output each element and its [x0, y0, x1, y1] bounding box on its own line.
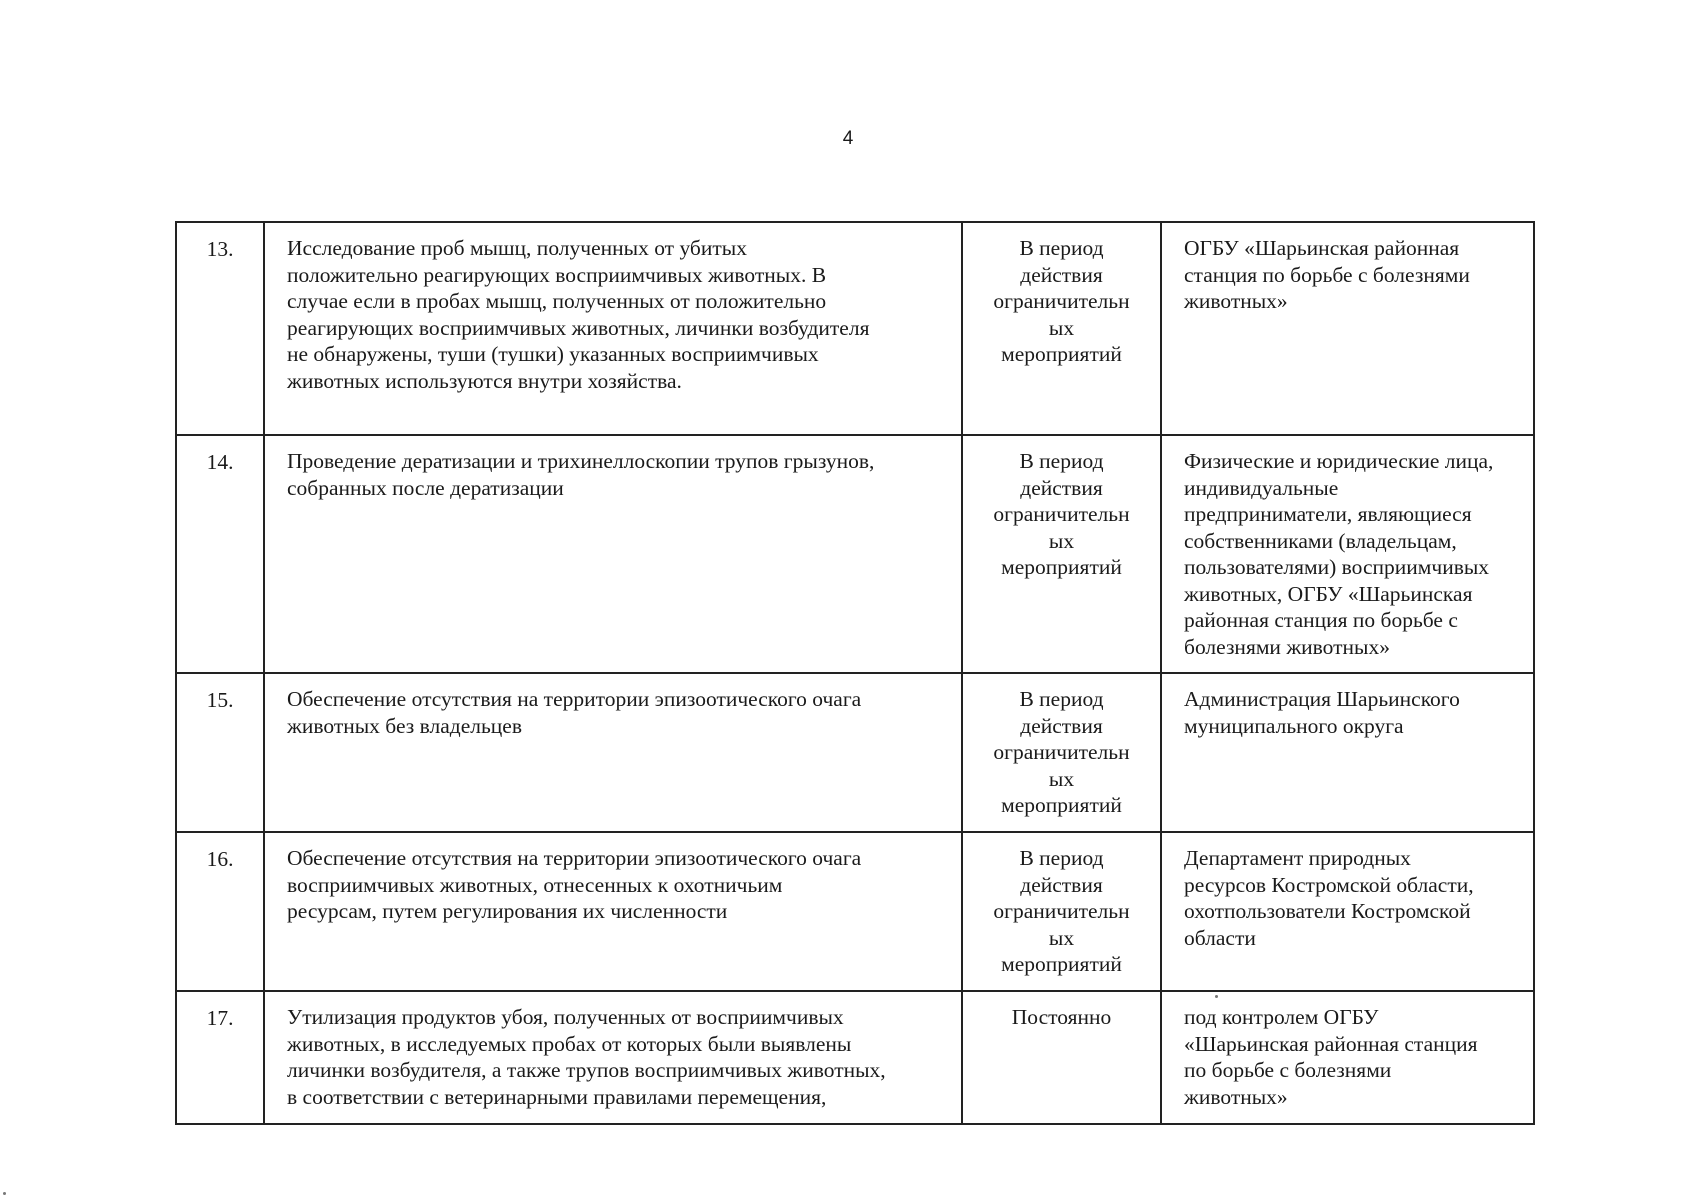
table-row [176, 832, 1534, 991]
responsible-party: под контролем ОГБУ «Шарьинская районная станция по борьбе с болезнями животных» [1161, 991, 1534, 1124]
responsible-party: ОГБУ «Шарьинская районная станция по борьбе с болезнями животных» [1161, 222, 1534, 435]
row-number: 16. [176, 832, 264, 991]
measure-description: Обеспечение отсутствия на территории эпизоотического очага восприимчивых животных, отнесенных к охотничьим ресурсам, путем регулирования их численности [264, 832, 962, 991]
execution-period: В период действия ограничительн ых мероприятий [962, 222, 1161, 435]
row-number: 15. [176, 673, 264, 832]
execution-period: Постоянно [962, 991, 1161, 1124]
execution-period: В период действия ограничительн ых мероприятий [962, 435, 1161, 673]
table-row [176, 991, 1534, 1124]
row-number: 17. [176, 991, 264, 1124]
scan-speck [3, 1192, 6, 1195]
row-number: 14. [176, 435, 264, 673]
execution-period: В период действия ограничительн ых мероприятий [962, 673, 1161, 832]
table-row [176, 673, 1534, 832]
measure-description: Исследование проб мышц, полученных от убитых положительно реагирующих восприимчивых животных. В случае если в пробах мышц, полученных от положительно реагирующих восприимчивых животных, личинки возбудителя не обнаружены, туши (тушки) указанных восприимчивых животных используются внутри хозяйства. [264, 222, 962, 435]
execution-period: В период действия ограничительн ых мероприятий [962, 832, 1161, 991]
measure-description: Обеспечение отсутствия на территории эпизоотического очага животных без владельцев [264, 673, 962, 832]
responsible-party: Администрация Шарьинского муниципального округа [1161, 673, 1534, 832]
table-row [176, 435, 1534, 673]
responsible-party: Физические и юридические лица, индивидуальные предприниматели, являющиеся собственниками (владельцам, пользователями) восприимчивых животных, ОГБУ «Шарьинская районная станция по борьбе с болезнями животных» [1161, 435, 1534, 673]
table-row [176, 222, 1534, 435]
scan-speck [1215, 995, 1218, 998]
measure-description: Проведение дератизации и трихинеллоскопии трупов грызунов, собранных после дератизации [264, 435, 962, 673]
measures-table [175, 221, 1535, 1125]
page-number: 4 [842, 128, 854, 149]
row-number: 13. [176, 222, 264, 435]
measure-description: Утилизация продуктов убоя, полученных от восприимчивых животных, в исследуемых пробах от которых были выявлены личинки возбудителя, а также трупов восприимчивых животных, в соответствии с ветеринарными правилами перемещения, [264, 991, 962, 1124]
responsible-party: Департамент природных ресурсов Костромской области, охотпользователи Костромской области [1161, 832, 1534, 991]
